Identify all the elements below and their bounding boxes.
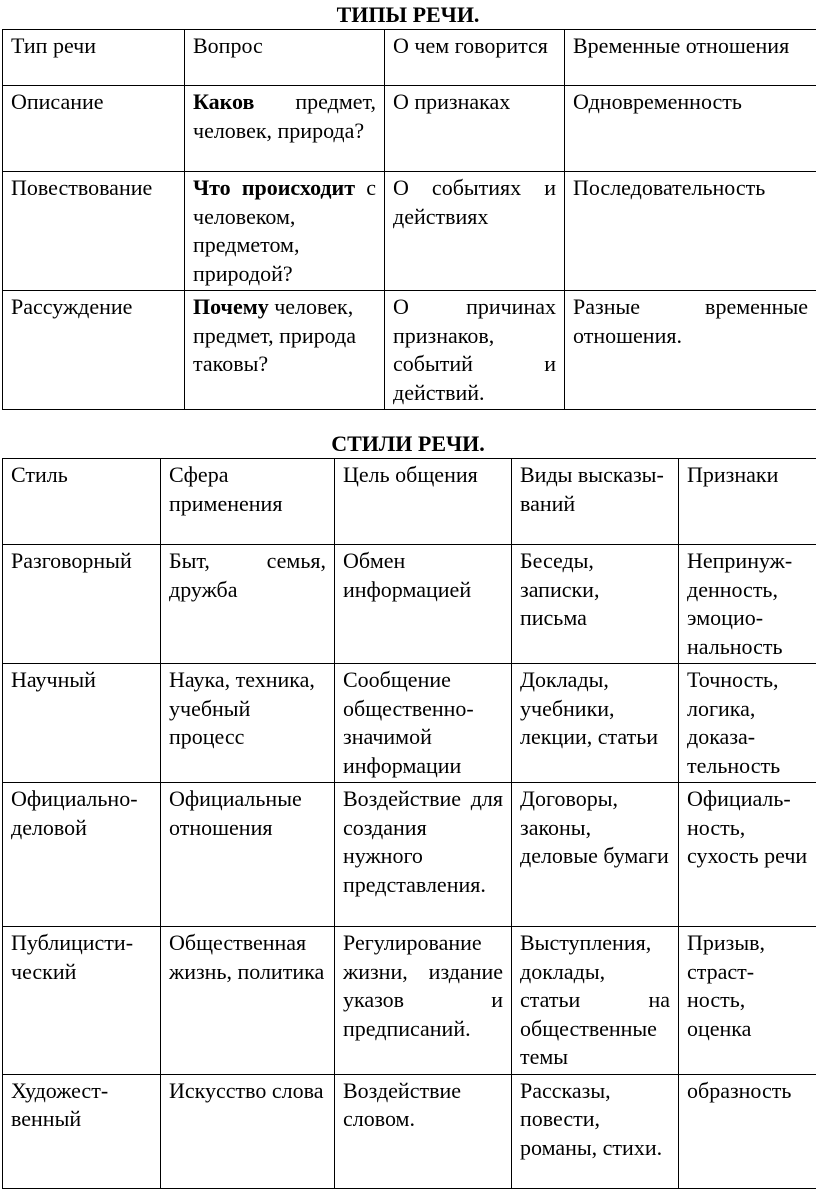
styles-title: СТИЛИ РЕЧИ. xyxy=(331,431,485,456)
signs-cell: образность xyxy=(679,1074,816,1188)
question-cell: Что происходит с человеком, предметом, природой? xyxy=(185,172,385,291)
goal-cell: Сообщение общественно-значимой информации xyxy=(335,664,512,783)
type-cell: Повествование xyxy=(3,172,185,291)
question-keyword: Что происходит xyxy=(193,175,356,200)
style-cell: Разговорный xyxy=(3,545,161,664)
sphere-cell: Официальные отношения xyxy=(161,783,335,927)
about-cell: О причинах признаков, событий и действий. xyxy=(385,291,565,410)
speech-types-table xyxy=(2,29,816,410)
table-header-row xyxy=(3,30,816,86)
sphere-cell: Искусство слова xyxy=(161,1074,335,1188)
kinds-cell: Доклады, учебники, лекции, статьи xyxy=(512,664,679,783)
goal-cell: Воздействие для создания нужного представления. xyxy=(335,783,512,927)
header-cell: Сфера применения xyxy=(161,459,335,545)
header-cell: Вопрос xyxy=(185,30,385,86)
header-cell: Виды высказы-ваний xyxy=(512,459,679,545)
types-title: ТИПЫ РЕЧИ. xyxy=(336,2,480,27)
signs-cell: Точность, логика, доказа-тельность xyxy=(679,664,816,783)
sphere-cell: Наука, техника, учебный процесс xyxy=(161,664,335,783)
about-cell: О событиях и действиях xyxy=(385,172,565,291)
question-keyword: Почему xyxy=(193,294,269,319)
style-cell: Научный xyxy=(3,664,161,783)
table-row xyxy=(3,927,816,1075)
kinds-cell: Беседы, записки, письма xyxy=(512,545,679,664)
type-cell: Описание xyxy=(3,86,185,172)
sphere-cell: Общественная жизнь, политика xyxy=(161,927,335,1075)
table-row xyxy=(3,291,816,410)
question-cell: Почему человек, предмет, природа таковы? xyxy=(185,291,385,410)
kinds-cell: Рассказы, повести, романы, стихи. xyxy=(512,1074,679,1188)
time-cell: Разные временные отношения. xyxy=(565,291,816,410)
sphere-cell: Быт, семья, дружба xyxy=(161,545,335,664)
header-cell: Тип речи xyxy=(3,30,185,86)
style-cell: Публицисти-ческий xyxy=(3,927,161,1075)
header-cell: Цель общения xyxy=(335,459,512,545)
table-row xyxy=(3,783,816,927)
table-row xyxy=(3,86,816,172)
header-cell: Временные отношения xyxy=(565,30,816,86)
table-row xyxy=(3,1074,816,1188)
goal-cell: Воздействие словом. xyxy=(335,1074,512,1188)
kinds-cell: Выступления, доклады, статьи на общественные темы xyxy=(512,927,679,1075)
time-cell: Одновременность xyxy=(565,86,816,172)
signs-cell: Официаль-ность, сухость речи xyxy=(679,783,816,927)
table-row xyxy=(3,664,816,783)
goal-cell: Регулирование жизни, издание указов и предписаний. xyxy=(335,927,512,1075)
style-cell: Художест-венный xyxy=(3,1074,161,1188)
goal-cell: Обмен информацией xyxy=(335,545,512,664)
about-cell: О признаках xyxy=(385,86,565,172)
signs-cell: Призыв, страст-ность, оценка xyxy=(679,927,816,1075)
header-cell: Признаки xyxy=(679,459,816,545)
header-cell: О чем говорится xyxy=(385,30,565,86)
header-cell: Стиль xyxy=(3,459,161,545)
table-row xyxy=(3,545,816,664)
question-keyword: Каков xyxy=(193,89,255,114)
time-cell: Последовательность xyxy=(565,172,816,291)
signs-cell: Непринуж-денность, эмоцио-нальность xyxy=(679,545,816,664)
type-cell: Рассуждение xyxy=(3,291,185,410)
style-cell: Официально-деловой xyxy=(3,783,161,927)
question-cell: Каков предмет, человек, природа? xyxy=(185,86,385,172)
table-row xyxy=(3,172,816,291)
table-header-row xyxy=(3,459,816,545)
kinds-cell: Договоры, законы, деловые бумаги xyxy=(512,783,679,927)
speech-styles-table xyxy=(2,458,816,1189)
